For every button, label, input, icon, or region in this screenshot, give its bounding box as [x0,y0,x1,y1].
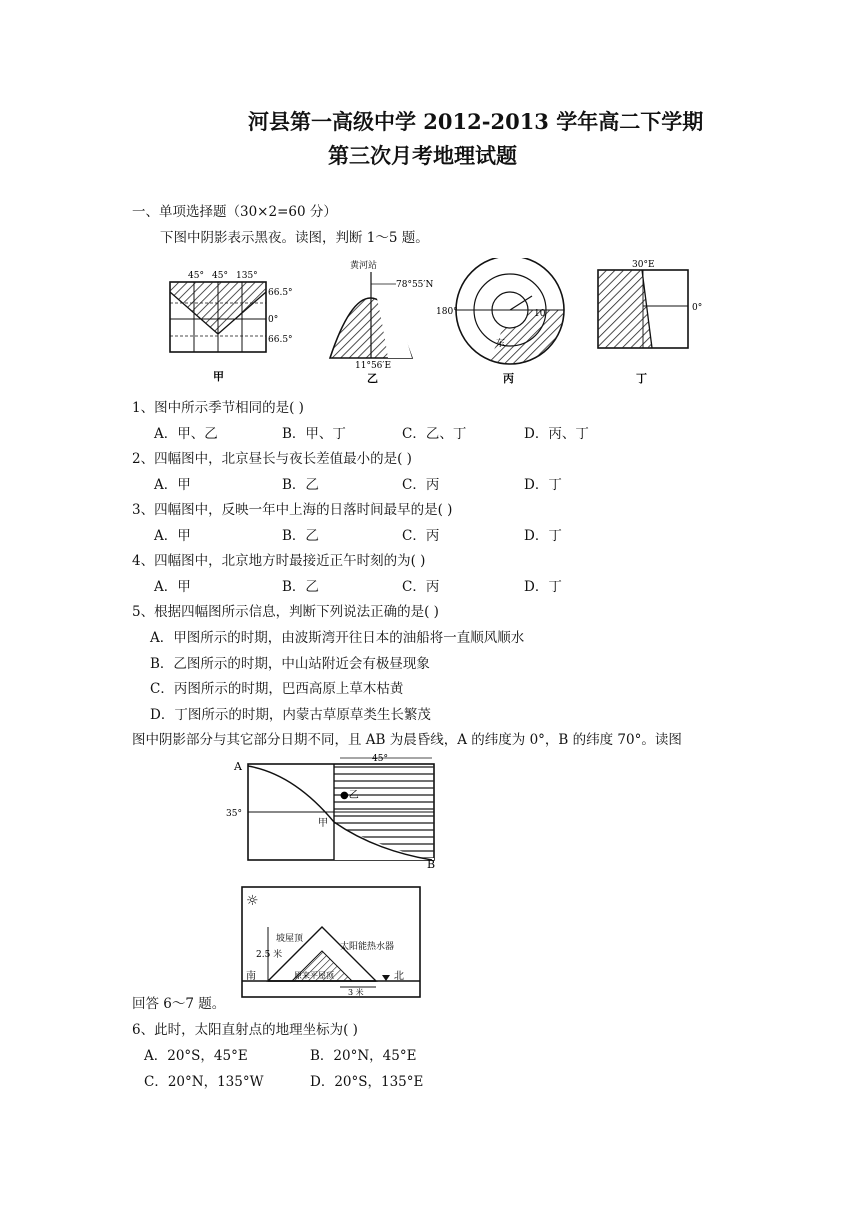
fig2-a: A [234,760,242,773]
question-5: 5、根据四幅图所示信息，判断下列说法正确的是( ) [132,604,439,620]
yi-caption: 乙 [367,372,378,385]
q2-option-c: C．丙 [402,477,440,493]
section-heading: 一、单项选择题（30×2=60 分） [132,204,337,220]
figure-bing [436,258,564,385]
fig3-label-heater: 太阳能热水器 [340,942,395,952]
fig2-width: 45° [372,754,388,764]
q6-option-a: A．20°S，45°E [144,1048,248,1064]
q1-option-a: A．甲、乙 [154,426,218,442]
q3-option-d: D．丁 [524,528,562,544]
yi-station: 黄河站 [350,261,378,271]
figure-yi [330,259,433,385]
fig3-label-3m: 3 米 [348,988,364,997]
q6-option-d: D．20°S，135°E [310,1074,424,1090]
q4-option-a: A．甲 [154,579,191,595]
fig2-b: B [427,858,436,870]
jia-lat-3: 66.5° [268,335,293,345]
fig3-label-flatroof: 原来平屋顶 [294,971,334,980]
q4-option-c: C．丙 [402,579,440,595]
jia-lat-2: 0° [268,315,279,325]
figure-3 [236,883,426,1001]
question-2: 2、四幅图中，北京昼长与夜长差值最小的是( ) [132,451,412,467]
q2-option-d: D．丁 [524,477,562,493]
q3-option-c: C．丙 [402,528,440,544]
jia-lat-1: 66.5° [268,288,293,298]
q2-option-b: B．乙 [282,477,319,493]
figure-jia [170,271,293,383]
passage-2-end: 回答 6～7 题。 [132,996,226,1012]
passage-2: 图中阴影部分与其它部分日期不同，且 AB 为晨昏线，A 的纬度为 0°，B 的纬度 70°。读图 [132,732,682,748]
question-4: 4、四幅图中，北京地方时最接近正午时刻的为( ) [132,553,426,569]
jia-lon-2: 45° [212,271,228,281]
jia-caption: 甲 [213,370,224,383]
yi-lon: 11°56′E [355,361,392,371]
ding-caption: 丁 [636,372,647,385]
fig3-label-north: 北 [394,971,404,982]
sun-icon: ☼ [246,893,259,909]
bing-mark-1: 10 [534,309,546,319]
q4-option-b: B．乙 [282,579,319,595]
ding-lat: 0° [692,303,703,313]
q5-option-b: B．乙图所示的时期，中山站附近会有极昼现象 [150,656,430,672]
ding-lon: 30°E [632,260,655,270]
q6-option-c: C．20°N，135°W [144,1074,264,1090]
yi-lat: 78°55′N [396,280,434,290]
q5-option-c: C．丙图所示的时期，巴西高原上草木枯黄 [150,681,404,697]
bing-mark-2: 东 [496,339,506,349]
q6-option-b: B．20°N，45°E [310,1048,417,1064]
fig2-yi: ●乙 [340,790,359,801]
fig3-label-height: 2.5 米 [256,950,283,960]
question-1: 1、图中所示季节相同的是( ) [132,400,304,416]
fig3-label-slope: 坡屋顶 [276,934,304,944]
q3-option-a: A．甲 [154,528,191,544]
jia-lon-1: 45° [188,271,204,281]
q3-option-b: B．乙 [282,528,319,544]
bing-caption: 丙 [503,372,514,385]
page-subtitle: 第三次月考地理试题 [328,143,517,168]
q1-option-d: D．丙、丁 [524,426,589,442]
figure-2 [224,752,444,870]
fig2-jia: 甲 [318,818,328,829]
bing-lon: 180° [436,307,458,317]
q2-option-a: A．甲 [154,477,191,493]
fig3-label-south: 南 [246,971,256,982]
figure-ding [598,260,702,385]
q4-option-d: D．丁 [524,579,562,595]
section-intro: 下图中阴影表示黑夜。读图，判断 1～5 题。 [160,230,429,246]
q1-option-c: C．乙、丁 [402,426,467,442]
question-6: 6、此时，太阳直射点的地理坐标为( ) [132,1022,358,1038]
question-3: 3、四幅图中，反映一年中上海的日落时间最早的是( ) [132,502,453,518]
q1-option-b: B．甲、丁 [282,426,346,442]
figure-1 [160,258,720,386]
fig2-lat: 35° [226,809,242,819]
jia-lon-3: 135° [236,271,258,281]
q5-option-d: D．丁图所示的时期，内蒙古草原草类生长繁茂 [150,707,431,723]
q5-option-a: A．甲图所示的时期，由波斯湾开往日本的油船将一直顺风顺水 [150,630,525,646]
page-title: 河县第一高级中学 2012-2013 学年高二下学期 [248,109,704,134]
